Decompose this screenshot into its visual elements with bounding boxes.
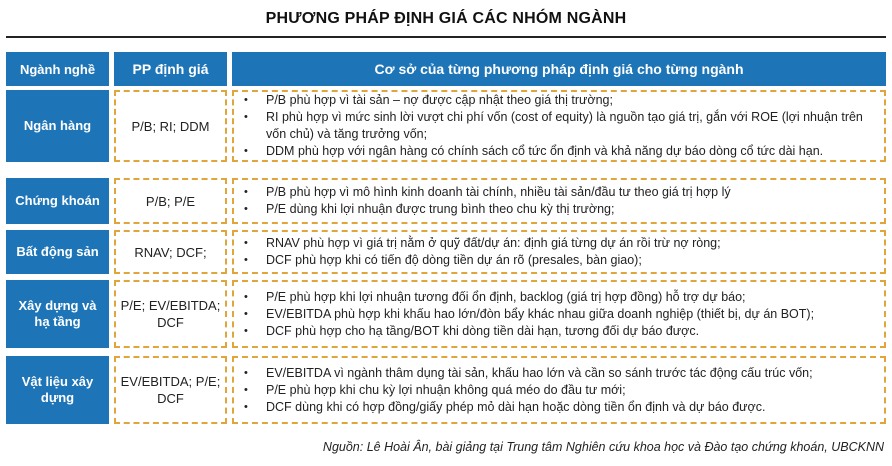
list-item: • EV/EBITDA vì ngành thâm dụng tài sản, khấu hao lớn và cần so sánh trước tác động cấu trúc vốn; xyxy=(244,365,813,380)
list-item: • P/B phù hợp vì mô hình kinh doanh tài chính, nhiều tài sản/đầu tư theo giá trị hợp lý xyxy=(244,185,731,199)
list-item: • DCF dùng khi có hợp đồng/giấy phép mỏ dài hạn hoặc dòng tiền ổn định và dự báo được. xyxy=(244,399,766,414)
row-basis xyxy=(232,280,886,348)
row-basis xyxy=(232,356,886,424)
row-sector-label: Vật liệu xây dựng xyxy=(6,356,109,424)
bullet-icon: • xyxy=(244,186,248,198)
bullet-icon: • xyxy=(244,307,248,320)
bullet-icon: • xyxy=(244,94,248,106)
bullet-icon: • xyxy=(244,111,248,123)
header-basis: Cơ sở của từng phương pháp định giá cho từng ngành xyxy=(232,52,886,86)
list-item: • P/E phù hợp khi lợi nhuận tương đối ổn định, backlog (giá trị hợp đồng) hỗ trợ dự báo; xyxy=(244,289,746,304)
list-item: • RI phù hợp vì mức sinh lời vượt chi phí vốn (cost of equity) là nguồn tạo giá trị, gắn với ROE (lợi nhuận trên vốn chủ) và tăng trưởng vốn; xyxy=(244,110,863,141)
row-basis xyxy=(232,230,886,274)
page-title: PHƯƠNG PHÁP ĐỊNH GIÁ CÁC NHÓM NGÀNH xyxy=(265,10,627,27)
list-item: • DCF phù hợp khi có tiến độ dòng tiền dự án rõ (presales, bàn giao); xyxy=(244,253,642,267)
row-methods: P/E; EV/EBITDA; DCF xyxy=(114,280,227,348)
list-item: • EV/EBITDA phù hợp khi khấu hao lớn/đòn bẩy khác nhau giữa doanh nghiệp (thiết bị, dự án BOT); xyxy=(244,306,815,321)
bullet-icon: • xyxy=(244,237,248,249)
header-method: PP định giá xyxy=(114,52,227,86)
source-note: Nguồn: Lê Hoài Ân, bài giảng tại Trung tâm Nghiên cứu khoa học và Đào tạo chứng khoán, UBCKNN xyxy=(322,440,884,454)
bullet-icon: • xyxy=(244,203,248,215)
row-methods: RNAV; DCF; xyxy=(114,230,227,274)
row-sector-label: Ngân hàng xyxy=(6,90,109,162)
bullet-icon: • xyxy=(244,400,248,413)
bullet-icon: • xyxy=(244,383,248,396)
row-sector-label: Xây dựng và hạ tầng xyxy=(6,280,109,348)
bullet-icon: • xyxy=(244,290,248,303)
title-divider xyxy=(6,36,886,38)
row-basis xyxy=(232,178,886,224)
list-item: • P/E phù hợp khi chu kỳ lợi nhuận không quá méo do đầu tư mới; xyxy=(244,382,626,397)
row-sector-label: Bất động sản xyxy=(6,230,109,274)
row-basis xyxy=(232,90,886,162)
row-methods: EV/EBITDA; P/E; DCF xyxy=(114,356,227,424)
list-item: • P/E dùng khi lợi nhuận được trung bình theo chu kỳ thị trường; xyxy=(244,202,615,216)
bullet-icon: • xyxy=(244,145,248,157)
row-methods: P/B; P/E xyxy=(114,178,227,224)
list-item: • P/B phù hợp vì tài sản – nợ được cập nhật theo giá thị trường; xyxy=(244,93,613,107)
list-item: • DDM phù hợp với ngân hàng có chính sách cổ tức ổn định và khả năng dự báo dòng cổ tức dài hạn. xyxy=(244,144,824,158)
header-sector: Ngành nghề xyxy=(6,52,109,86)
row-methods: P/B; RI; DDM xyxy=(114,90,227,162)
bullet-icon: • xyxy=(244,324,248,337)
bullet-icon: • xyxy=(244,366,248,379)
row-sector-label: Chứng khoán xyxy=(6,178,109,224)
list-item: • DCF phù hợp cho hạ tầng/BOT khi dòng tiền dài hạn, tương đối dự báo được. xyxy=(244,323,700,338)
bullet-icon: • xyxy=(244,254,248,266)
list-item: • RNAV phù hợp vì giá trị nằm ở quỹ đất/dự án: định giá từng dự án rồi trừ nợ ròng; xyxy=(244,236,721,250)
